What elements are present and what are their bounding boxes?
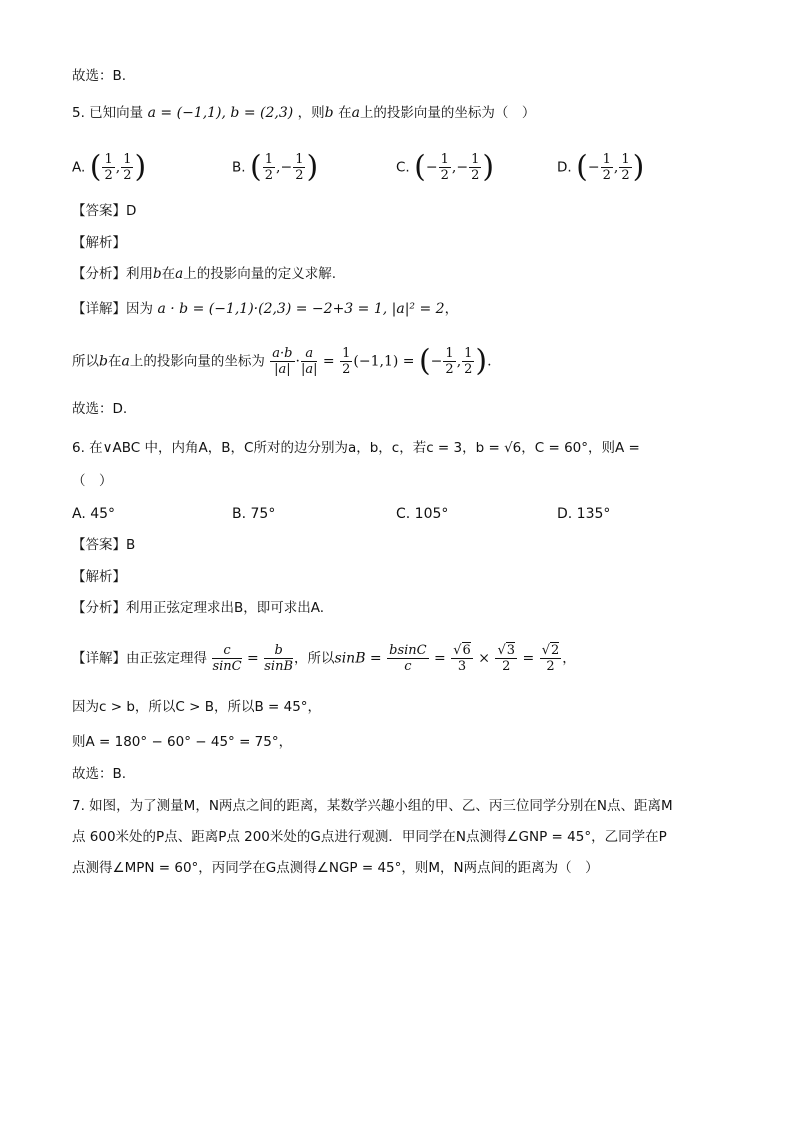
q6-text: 6. 在∨ABC 中，内角A，B，C所对的边分别为a，b，c，若c = 3，b = √6，C = 60°，则A = xyxy=(72,440,640,456)
detail2-text1: 所以 xyxy=(72,353,99,370)
fenxi-label: 【分析】 xyxy=(72,600,126,616)
fenxi-text3: 上的投影向量的定义求解. xyxy=(183,266,337,282)
fenxi-text1: 利用 xyxy=(126,266,153,282)
q6-detail-1: 【详解】由正弦定理得 $\frac{c}{\sin C}$ = $\frac{b}{\sin B}$ ，所以sinB = $\frac{bsinC}{c}$ = $\frac{√6}{3}$ × $\frac{√3}{2}$ = $\frac{√2}{2}$ ， xyxy=(72,643,576,674)
q5-end: 故选：D. xyxy=(72,401,128,417)
fenxi-vector-a: a xyxy=(175,266,184,282)
q5-vector-b: b xyxy=(324,105,334,121)
detail-expr: a · b = (−1,1)·(2,3) = −2+3 = 1, |a|² = 2 xyxy=(157,301,445,317)
fenxi-text: 利用正弦定理求出B，即可求出A. xyxy=(126,600,325,616)
q5-detail-2: 所以b在a上的投影向量的坐标为 $\frac{a\cdot b}{|a|}$ · $\frac{a}{|a|}$ = $\frac{1}{2}$ (−1,1) = (− $\frac{1}{2}$ , $\frac{1}{2}$ ). xyxy=(72,343,492,379)
q6-option-b: B. 75° xyxy=(232,506,276,522)
detail-text1: 由正弦定理得 xyxy=(126,650,207,667)
detail2-vector-a: a xyxy=(121,353,130,370)
option-label: D. xyxy=(557,159,572,176)
q5-text2: ，则 xyxy=(297,105,325,121)
answer-value: B xyxy=(126,537,136,553)
detail-text: 因为 xyxy=(126,301,153,317)
q6-detail-2 xyxy=(72,696,321,718)
q5-vector-expr: a = (−1,1), b = (2,3) xyxy=(147,105,294,121)
q5-analysis-label: 【解析】 xyxy=(72,235,126,251)
q6-detail-3 xyxy=(72,731,292,753)
q6-analysis-label: 【解析】 xyxy=(72,569,126,585)
proj-frac-1: $\frac{a\cdot b}{|a|}$ xyxy=(272,346,293,377)
question-5 xyxy=(72,102,535,124)
detail2-text3: 上的投影向量的坐标为 xyxy=(129,353,265,370)
detail2-text2: 在 xyxy=(107,353,122,370)
q5-option-d: D. (− $\frac{1}{2}$ , $\frac{1}{2}$ ) xyxy=(557,149,645,185)
prev-answer-line: 故选：B. xyxy=(72,68,127,84)
answer-label: 【答案】 xyxy=(72,203,126,219)
answer-label: 【答案】 xyxy=(72,537,126,553)
q6-answer xyxy=(72,534,135,556)
q5-prefix: 5. 已知向量 xyxy=(72,105,144,121)
q6-option-c: C. 105° xyxy=(396,506,449,522)
q6-option-d: D. 135° xyxy=(557,506,611,522)
question-6 xyxy=(72,437,640,459)
fenxi-text2: 在 xyxy=(161,266,176,282)
q5-answer xyxy=(72,200,136,222)
q6-option-a: A. 45° xyxy=(72,506,116,522)
option-label: A. xyxy=(72,159,86,176)
fenxi-label: 【分析】 xyxy=(72,266,126,282)
q5-text3: 在 xyxy=(338,105,352,121)
detail-text2: ，所以 xyxy=(294,650,335,667)
q5-vector-a: a xyxy=(351,105,360,121)
q5-option-c: C. (− $\frac{1}{2}$ ,− $\frac{1}{2}$ ) xyxy=(396,149,495,185)
q5-option-b: B. ( $\frac{1}{2}$ ,− $\frac{1}{2}$ ) xyxy=(232,149,319,185)
q6-paren: （ ） xyxy=(72,473,113,489)
option-label: B. xyxy=(232,159,246,176)
detail-line3: 则A = 180° − 60° − 45° = 75°， xyxy=(72,734,293,750)
proj-frac-2: $\frac{a}{|a|}$ xyxy=(300,346,318,377)
question-7-line-2: 点 600米处的P点、距离P点 200米处的G点进行观测．甲同学在N点测得∠GNP = 45°，乙同学在P xyxy=(72,829,667,845)
q6-fenxi xyxy=(72,597,324,619)
q6-end: 故选：B. xyxy=(72,766,127,782)
q5-text4: 上的投影向量的坐标为（ ） xyxy=(359,105,536,121)
xiangjie-label: 【详解】 xyxy=(72,650,126,667)
detail2-vector-b: b xyxy=(99,353,108,370)
q5-option-a: A. ( $\frac{1}{2}$ , $\frac{1}{2}$ ) xyxy=(72,149,147,185)
question-7-line-3: 点测得∠MPN = 60°，丙同学在G点测得∠NGP = 45°，则M，N两点间的距离为（ ） xyxy=(72,860,599,876)
detail-end: ， xyxy=(444,301,459,317)
fenxi-vector-b: b xyxy=(153,266,162,282)
xiangjie-label: 【详解】 xyxy=(72,301,126,317)
q5-fenxi xyxy=(72,263,336,285)
q5-detail-1 xyxy=(72,298,458,320)
question-7-line-1: 7. 如图，为了测量M，N两点之间的距离，某数学兴趣小组的甲、乙、丙三位同学分别在N点、距离M xyxy=(72,798,673,814)
detail-text3: ， xyxy=(562,650,576,667)
answer-value: D xyxy=(126,203,137,219)
detail-line2: 因为c > b，所以C > B，所以B = 45°， xyxy=(72,699,322,715)
option-label: C. xyxy=(396,159,410,176)
